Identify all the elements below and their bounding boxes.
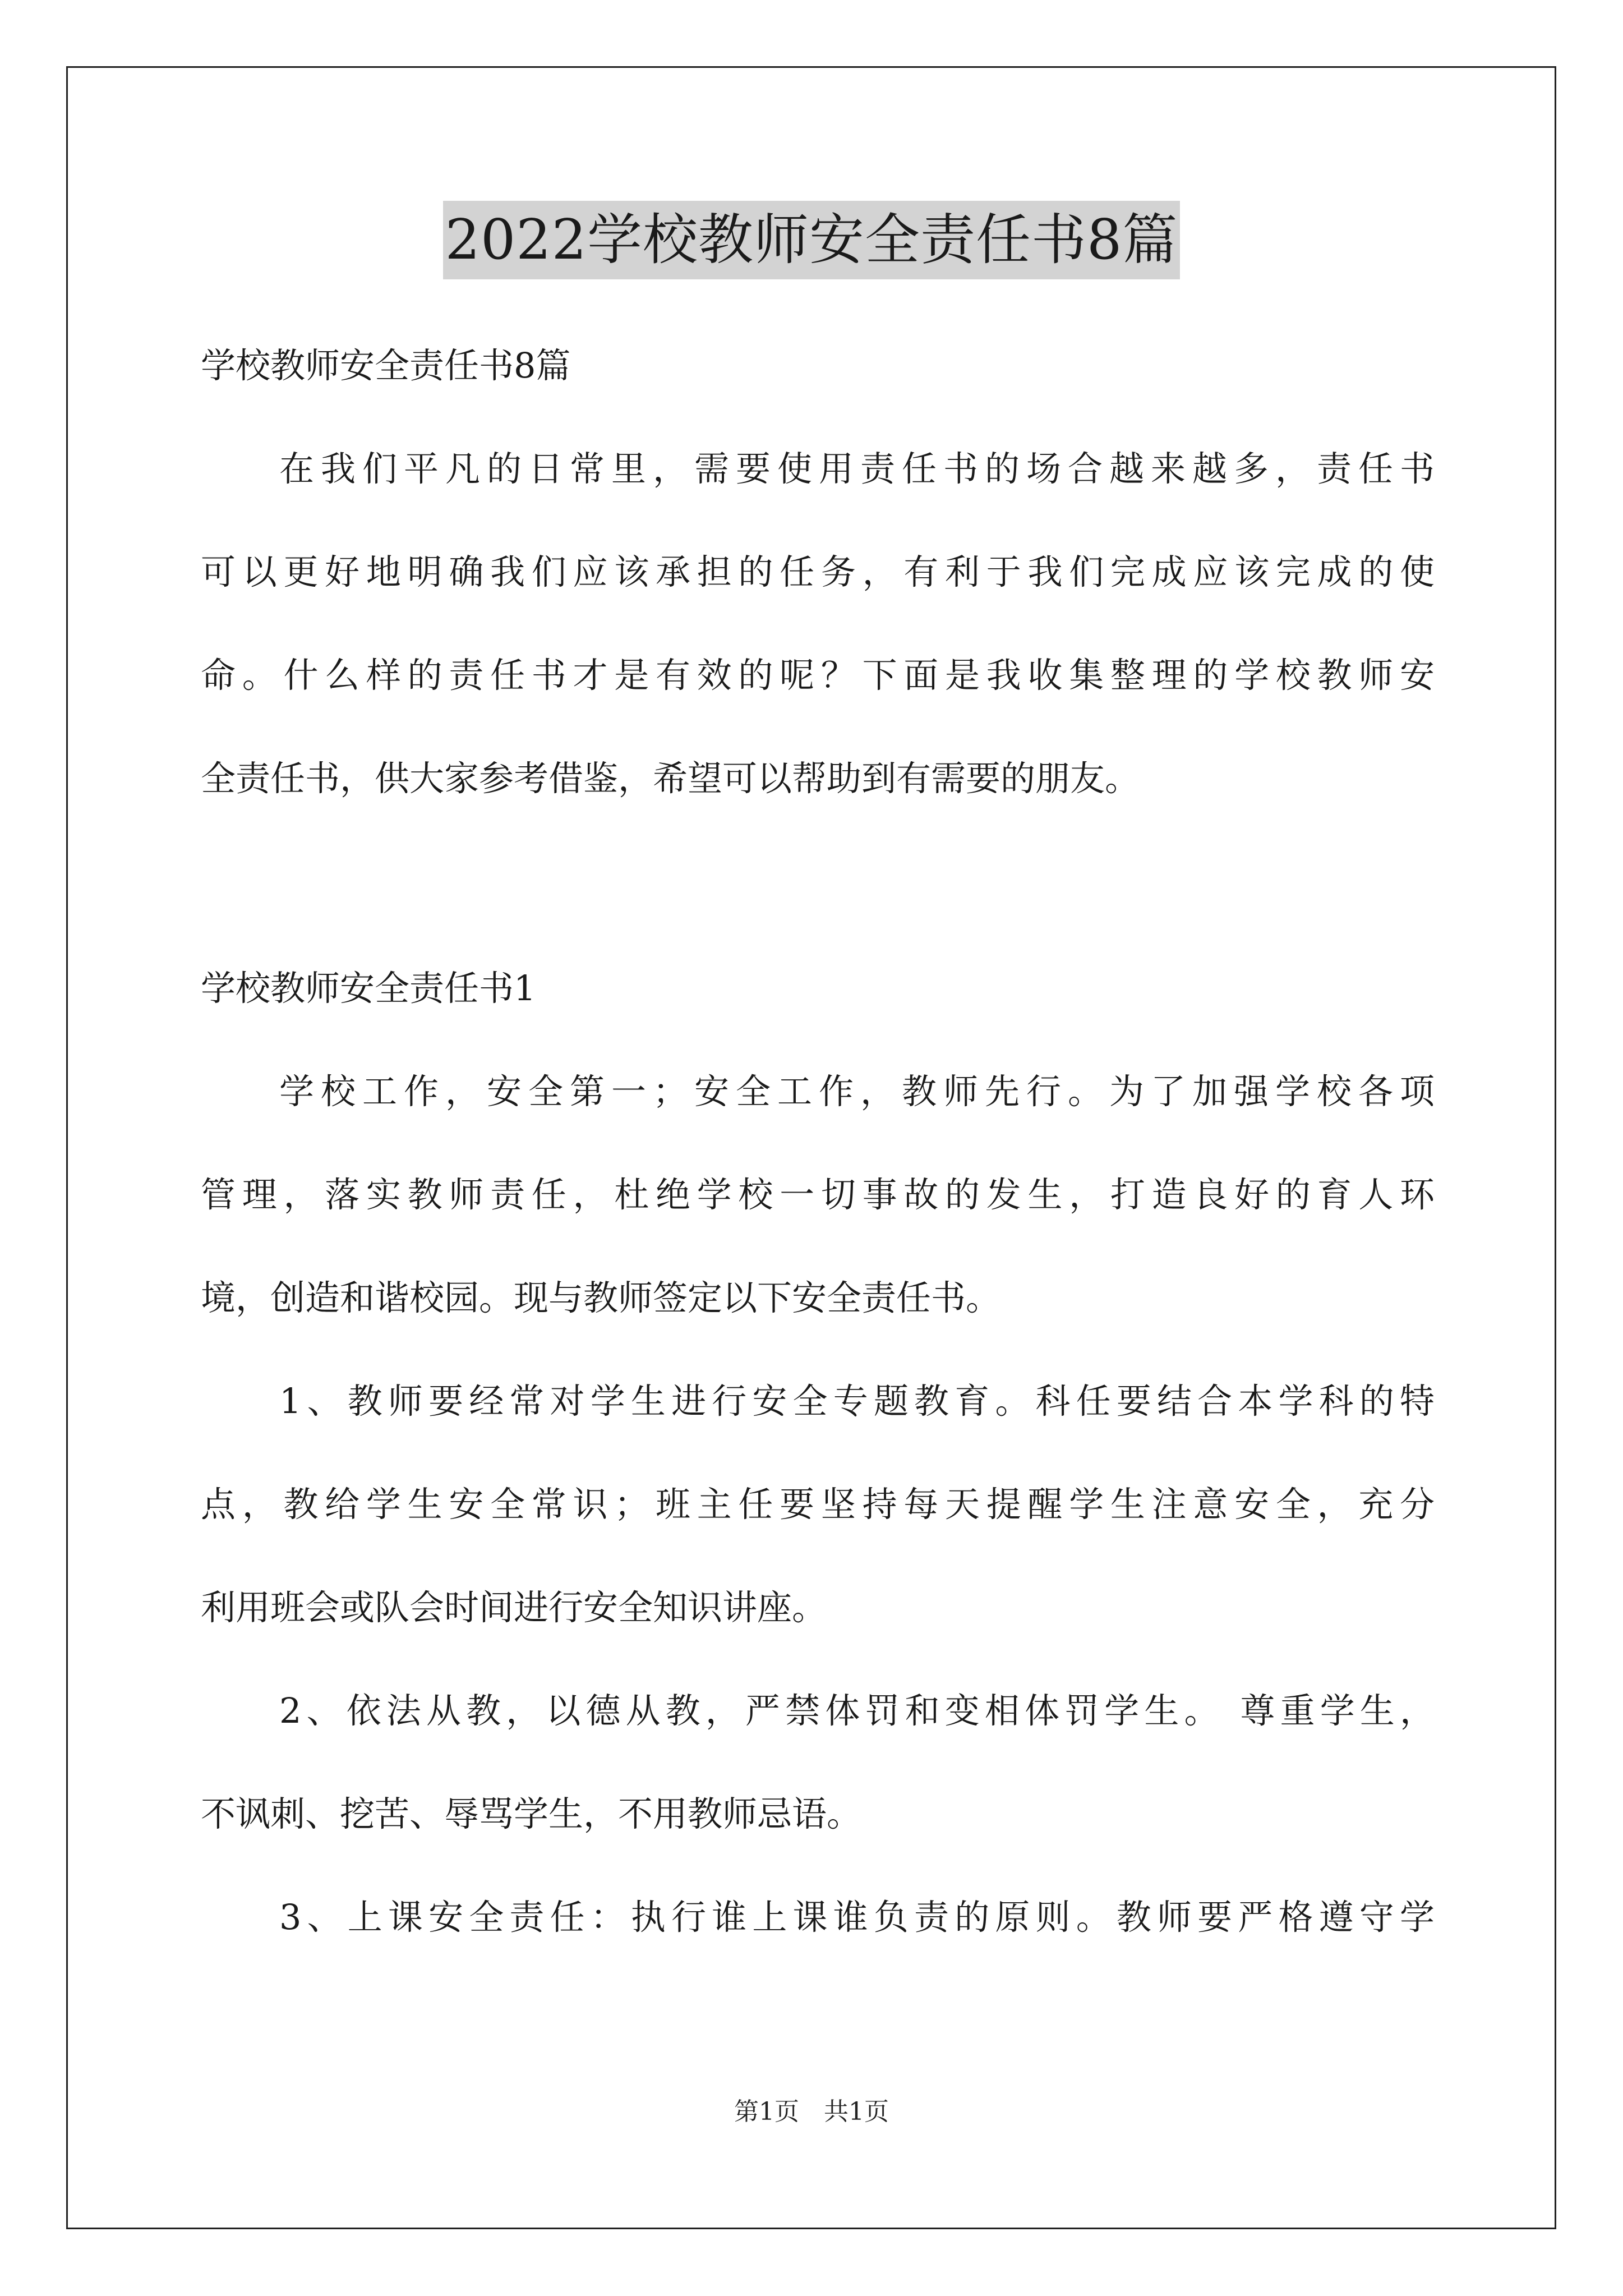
- intro-line: 可以更好地明确我们应该承担的任务，有利于我们完成应该完成的使: [201, 551, 1435, 592]
- intro-line: 命。什么样的责任书才是有效的呢？下面是我收集整理的学校教师安: [201, 655, 1435, 696]
- page-number: 第1页 共1页: [734, 2097, 889, 2126]
- paragraph-line: 学校工作，安全第一；安全工作，教师先行。为了加强学校各项: [279, 1071, 1435, 1112]
- section-heading: 学校教师安全责任书1: [201, 968, 536, 1009]
- list-item-line: 1、教师要经常对学生进行安全专题教育。科任要结合本学科的特: [279, 1381, 1435, 1421]
- document-subtitle: 学校教师安全责任书8篇: [201, 345, 571, 386]
- document-body: [201, 314, 1435, 1969]
- title-container: [0, 201, 1623, 279]
- list-item-line: 不讽刺、挖苦、辱骂学生，不用教师忌语。: [201, 1793, 862, 1834]
- list-item-line: 2、依法从教，以德从教，严禁体罚和变相体罚学生。 尊重学生，: [279, 1690, 1435, 1731]
- list-item-line: 3、上课安全责任：执行谁上课谁负责的原则。教师要严格遵守学: [279, 1897, 1435, 1938]
- list-item-line: 点，教给学生安全常识；班主任要坚持每天提醒学生注意安全，充分: [201, 1484, 1435, 1525]
- paragraph-line: 管理，落实教师责任，杜绝学校一切事故的发生，打造良好的育人环: [201, 1174, 1435, 1215]
- paragraph-line: 境，创造和谐校园。现与教师签定以下安全责任书。: [201, 1277, 1001, 1318]
- intro-line: 全责任书，供大家参考借鉴，希望可以帮助到有需要的朋友。: [201, 758, 1140, 799]
- document-title: 2022学校教师安全责任书8篇: [443, 201, 1181, 279]
- section-spacer: [201, 830, 1435, 937]
- list-item-line: 利用班会或队会时间进行安全知识讲座。: [201, 1587, 827, 1628]
- intro-line: 在我们平凡的日常里，需要使用责任书的场合越来越多，责任书: [279, 448, 1435, 489]
